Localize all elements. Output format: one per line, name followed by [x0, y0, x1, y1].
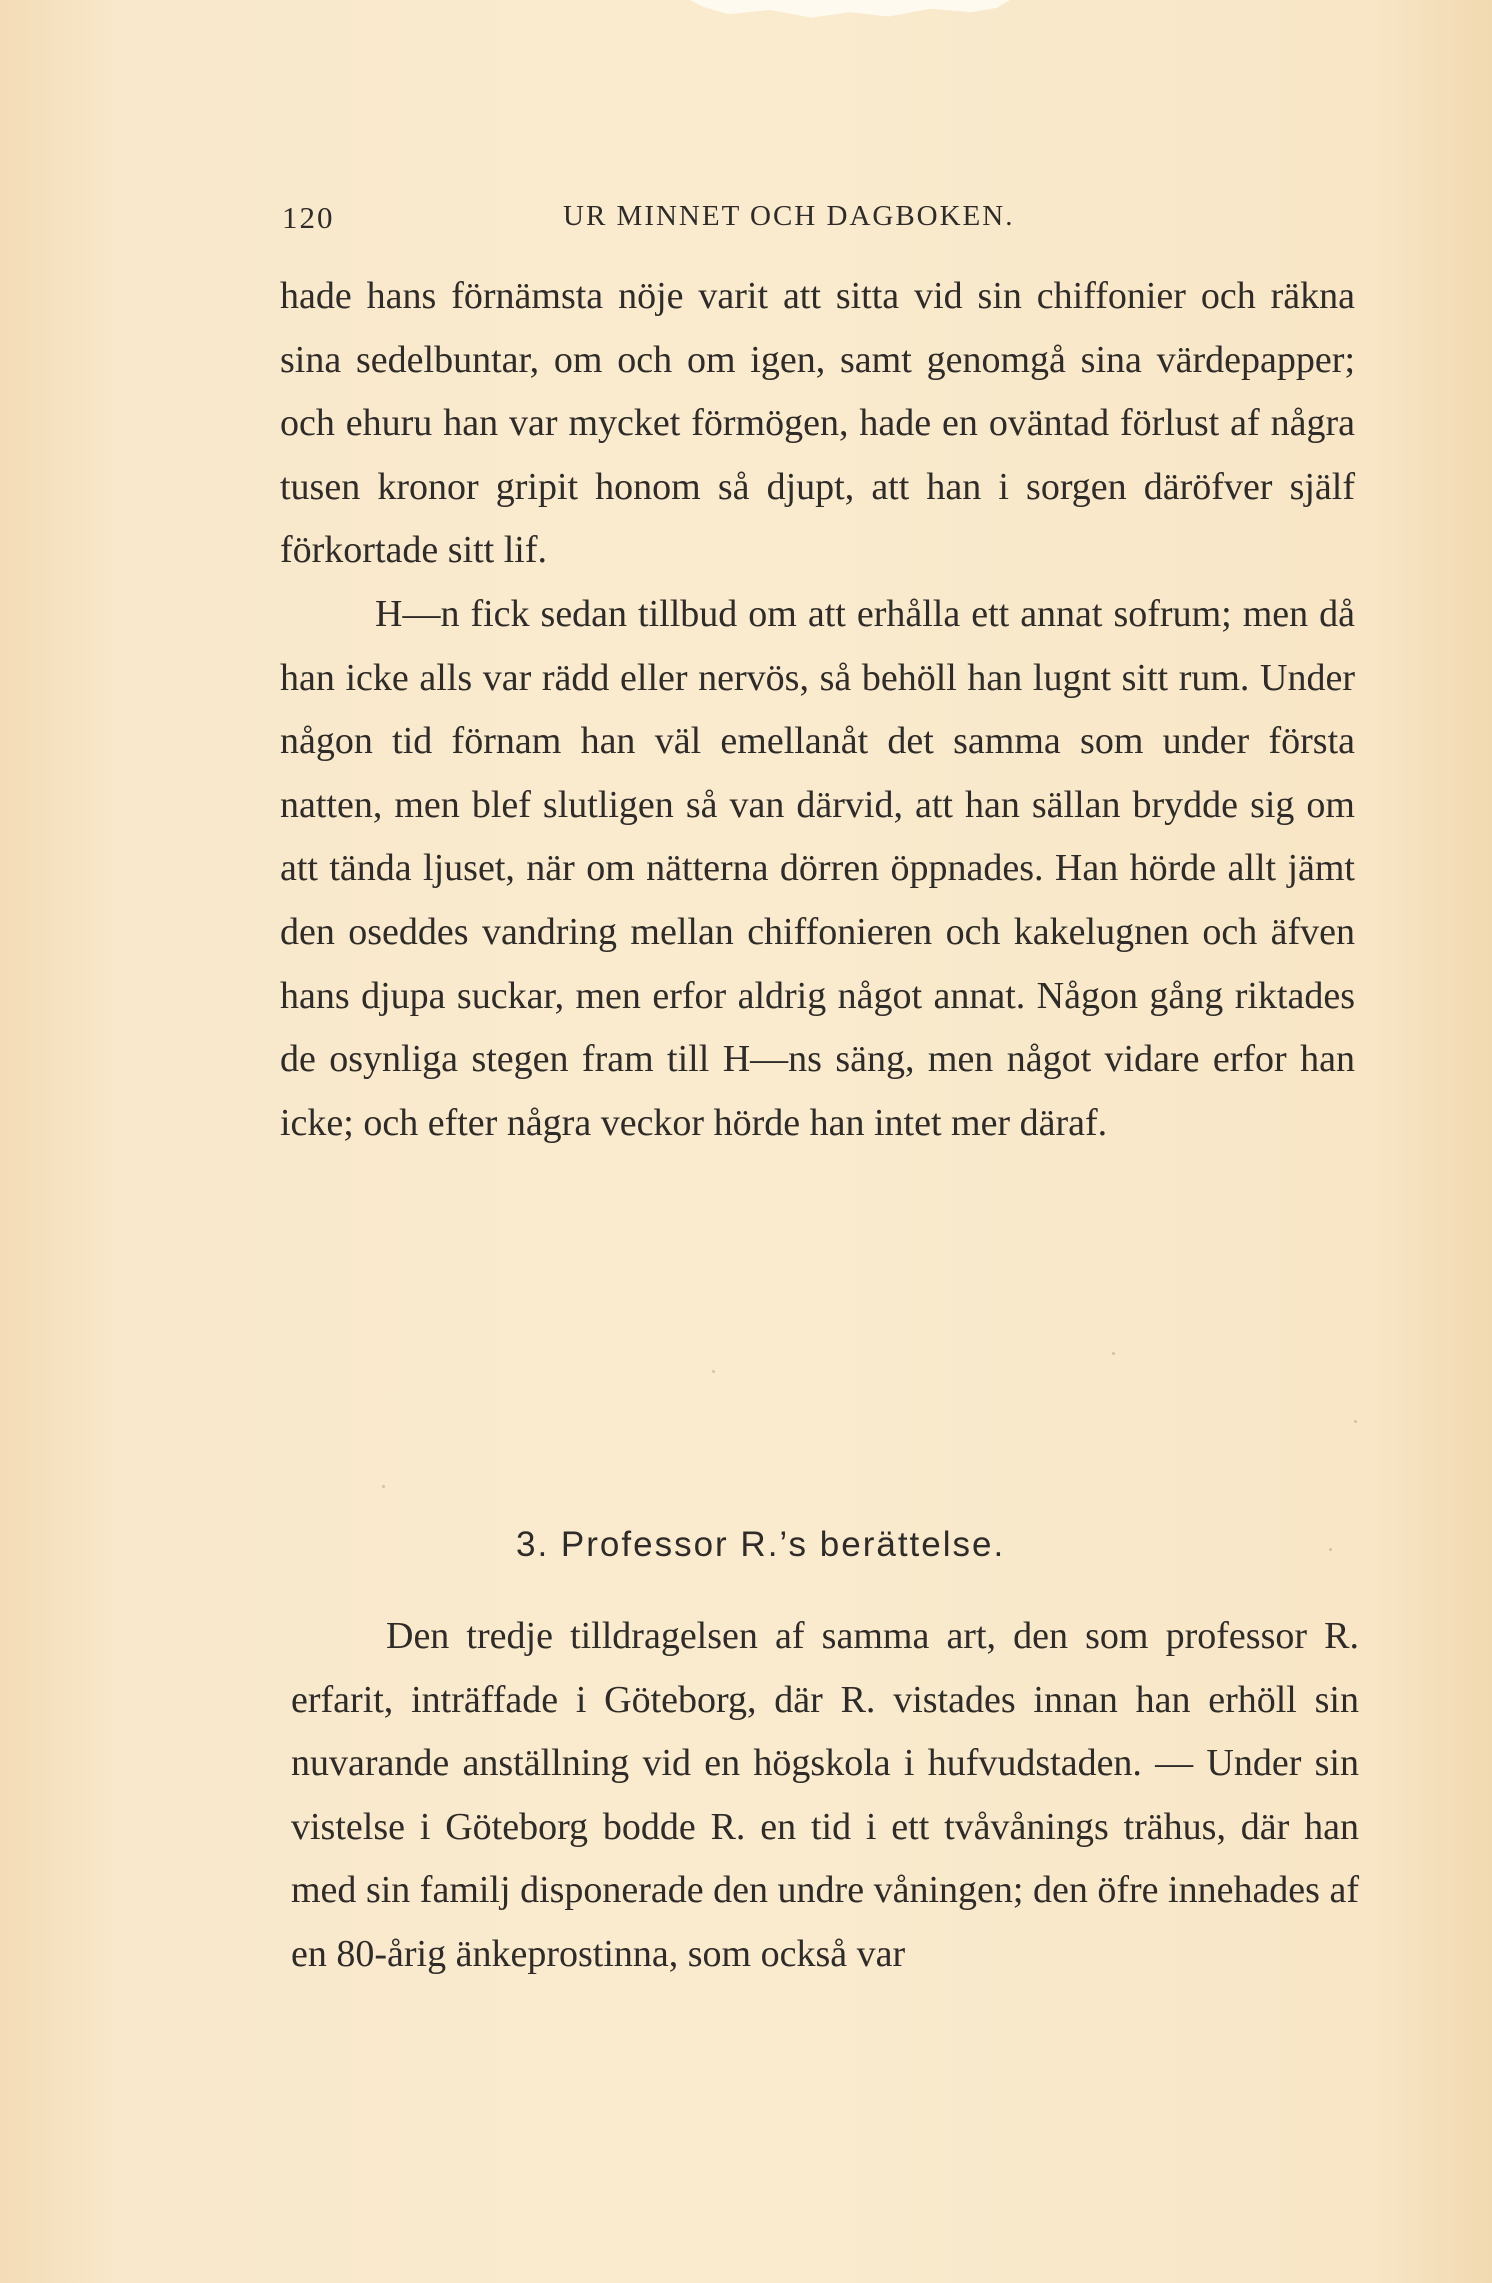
section-heading: 3. Professor R.’s berättelse. — [516, 1525, 1006, 1564]
main-text-block — [280, 265, 1355, 1155]
paper-speck — [382, 1485, 385, 1488]
section-text-block — [291, 1605, 1359, 1986]
paper-speck — [1329, 1548, 1332, 1551]
paragraph-h-n: H—n fick sedan tillbud om att erhålla ett annat sofrum; men då han icke alls var rädd eller nervös, så behöll han lugnt sitt rum. Under någon tid förnam han väl emellanåt det samma som under första natten, men blef slutligen så van därvid, att han sällan brydde sig om att tända ljuset, när om nätterna dörren öppnades. Han hörde allt jämt den oseddes vandring mellan chiffonieren och kakelugnen och äfven hans djupa suckar, men erfor aldrig något annat. Någon gång riktades de osynliga stegen fram till H—ns säng, men något vidare erfor han icke; och efter några veckor hörde han intet mer däraf. — [280, 592, 1355, 1144]
section-paragraph: Den tredje tilldragelsen af samma art, den som professor R. erfarit, inträffade i Göteborg, där R. vistades innan han erhöll sin nuvarande anställning vid en högskola i hufvudstaden. — Under sin vistelse i Göteborg bodde R. en tid i ett tvåvånings trähus, där han med sin familj disponerade den undre våningen; den öfre innehades af en 80-årig änkeprostinna, som också var — [291, 1615, 1359, 1975]
running-head-title: UR MINNET OCH DAGBOKEN. — [563, 200, 1015, 232]
paper-speck — [1354, 1420, 1357, 1423]
paper-speck — [712, 1370, 715, 1373]
paper-speck — [1112, 1352, 1115, 1355]
torn-paper-edge — [690, 0, 1010, 22]
page-number: 120 — [282, 200, 335, 235]
paragraph-continuation: hade hans förnämsta nöje varit att sitta vid sin chiffonier och räkna sina sedelbuntar, om och om igen, samt genomgå sina värdepapper; och ehuru han var mycket förmögen, hade en oväntad förlust af några tusen kronor gripit honom så djupt, att han i sorgen däröfver själf förkortade sitt lif. — [280, 275, 1355, 572]
running-head — [282, 200, 1342, 248]
